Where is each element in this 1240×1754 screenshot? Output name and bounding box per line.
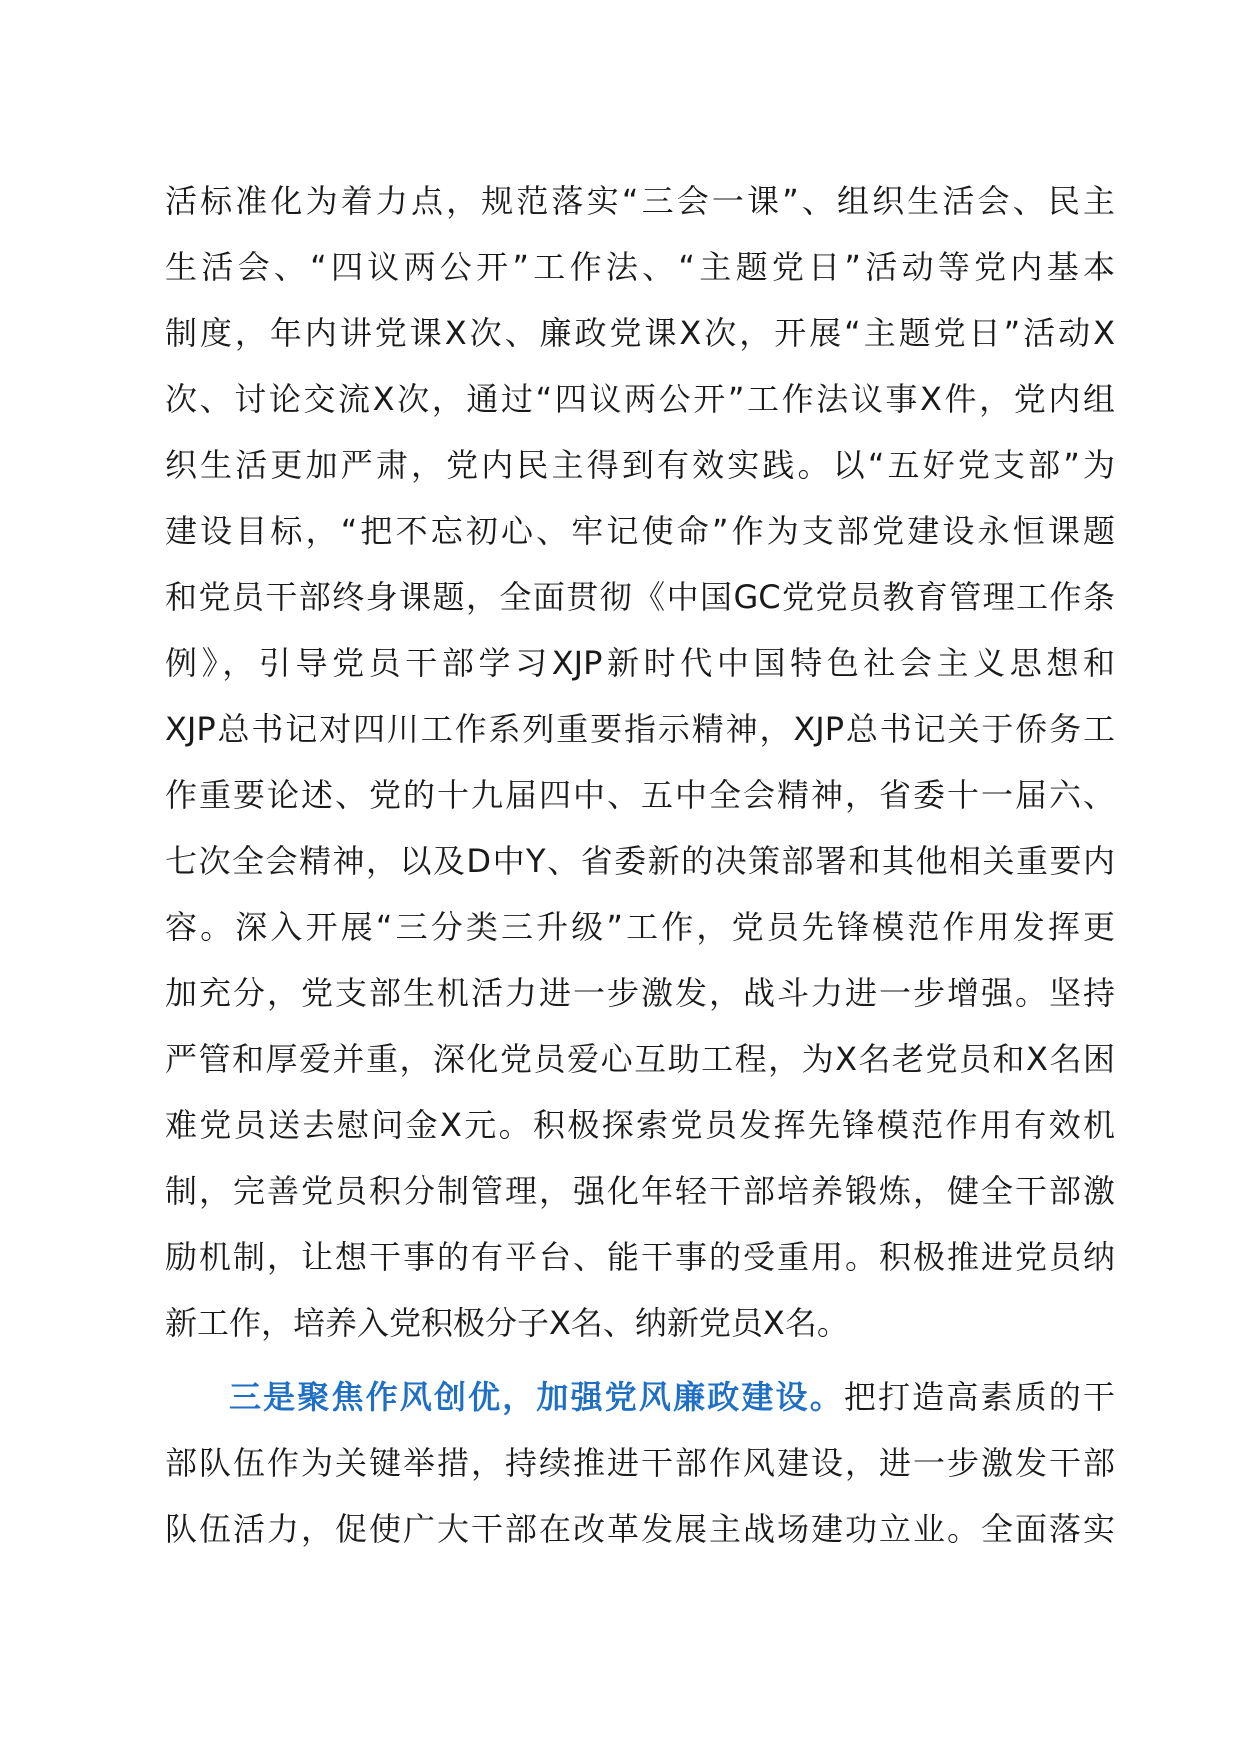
text-line: 部队伍作为关键举措，持续推进干部作风建设，进一步激发干部 (165, 1444, 1115, 1482)
text-line: 加充分，党支部生机活力进一步激发，战斗力进一步增强。坚持 (165, 974, 1115, 1012)
text-line: 七次全会精神，以及D中Y、省委新的决策部署和其他相关重要内 (165, 842, 1115, 880)
text-line: 新工作，培养入党积极分子X名、纳新党员X名。 (165, 1304, 849, 1342)
text-line: 织生活更加严肃，党内民主得到有效实践。以“五好党支部”为 (165, 446, 1115, 484)
text-line: 作重要论述、党的十九届四中、五中全会精神，省委十一届六、 (165, 776, 1115, 814)
text-line: 例》，引导党员干部学习XJP新时代中国特色社会主义思想和 (165, 644, 1115, 682)
section-heading: 三是聚焦作风创优，加强党风廉政建设。 (229, 1378, 844, 1416)
text-line: XJP总书记对四川工作系列重要指示精神，XJP总书记关于侨务工 (165, 710, 1115, 748)
paragraph-1 (165, 168, 1115, 1356)
paragraph-gap (165, 1356, 1115, 1364)
text-line: 严管和厚爱并重，深化党员爱心互助工程，为X名老党员和X名困 (165, 1040, 1115, 1078)
text-line: 和党员干部终身课题，全面贯彻《中国GC党党员教育管理工作条 (165, 578, 1115, 616)
text-line: 队伍活力，促使广大干部在改革发展主战场建功立业。全面落实 (165, 1510, 1115, 1548)
heading-line-rest: 把打造高素质的干 (843, 1378, 1115, 1416)
text-line: 容。深入开展“三分类三升级”工作，党员先锋模范作用发挥更 (165, 908, 1115, 946)
text-line: 次、讨论交流X次，通过“四议两公开”工作法议事X件，党内组 (165, 380, 1115, 418)
text-line: 制度，年内讲党课X次、廉政党课X次，开展“主题党日”活动X (165, 314, 1115, 352)
text-line: 活标准化为着力点，规范落实“三会一课”、组织生活会、民主 (165, 182, 1115, 220)
text-line: 建设目标，“把不忘初心、牢记使命”作为支部党建设永恒课题 (165, 512, 1115, 550)
text-line: 励机制，让想干事的有平台、能干事的受重用。积极推进党员纳 (165, 1238, 1115, 1276)
body-text (165, 168, 1115, 1562)
text-line: 难党员送去慰问金X元。积极探索党员发挥先锋模范作用有效机 (165, 1106, 1115, 1144)
paragraph-2-first-line (165, 1364, 1115, 1430)
text-line: 制，完善党员积分制管理，强化年轻干部培养锻炼，健全干部激 (165, 1172, 1115, 1210)
text-line: 生活会、“四议两公开”工作法、“主题党日”活动等党内基本 (165, 248, 1115, 286)
paragraph-2 (165, 1364, 1115, 1562)
